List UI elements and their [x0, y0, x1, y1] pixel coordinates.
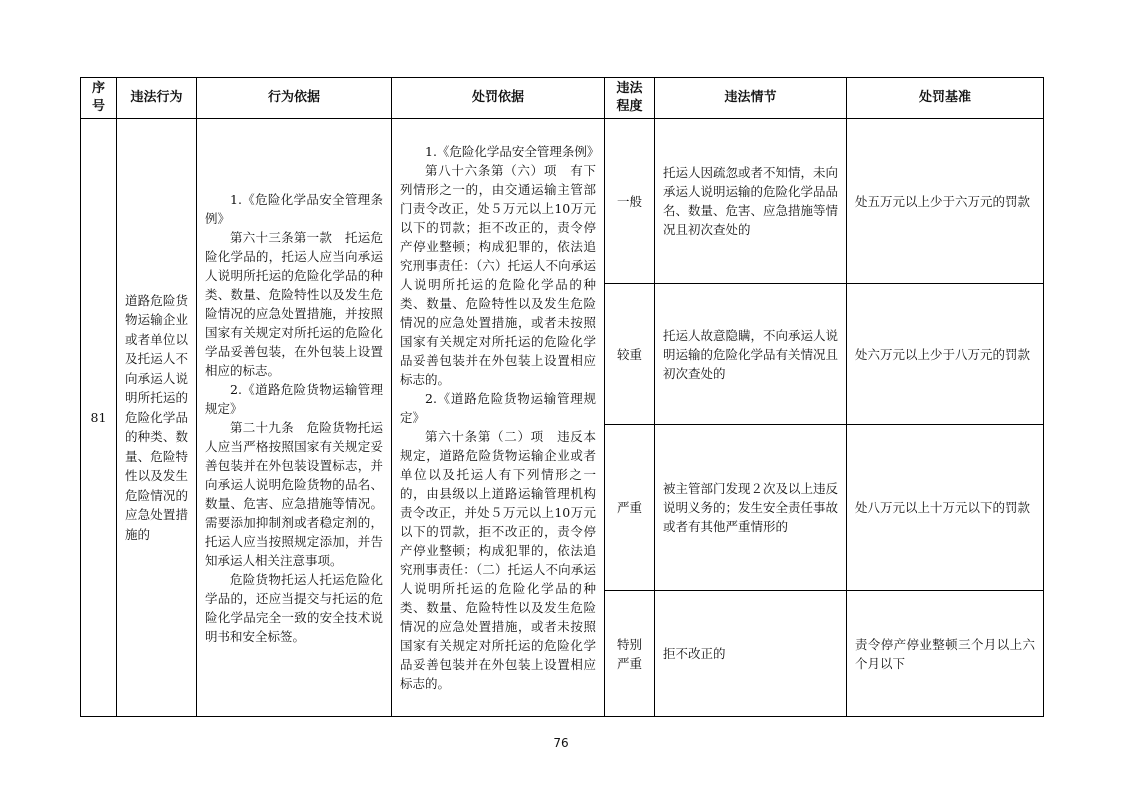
behavior-basis-paragraph: 1.《危险化学品安全管理条例》 [205, 191, 383, 226]
row-seq: 81 [81, 119, 117, 717]
penalty-table [80, 77, 1044, 717]
header-degree: 违法程度 [605, 78, 655, 119]
table-row [81, 119, 1044, 284]
behavior-basis-paragraph: 2.《道路危险货物运输管理规定》 [205, 381, 383, 416]
degree-serious: 较重 [605, 284, 655, 425]
standard-especially-severe: 责令停产停业整顿三个月以上六个月以下 [847, 591, 1044, 717]
page-number: 76 [553, 736, 569, 750]
standard-serious: 处六万元以上少于八万元的罚款 [847, 284, 1044, 425]
header-violation: 违法行为 [117, 78, 197, 119]
row-violation: 道路危险货物运输企业或者单位以及托运人不向承运人说明所托运的危险化学品的种类、数量、危险特性以及发生危险情况的应急处置措施的 [117, 119, 197, 717]
header-behavior-basis: 行为依据 [197, 78, 392, 119]
degree-general: 一般 [605, 119, 655, 284]
header-standard: 处罚基准 [847, 78, 1044, 119]
standard-general: 处五万元以上少于六万元的罚款 [847, 119, 1044, 284]
penalty-basis-cell [392, 119, 605, 717]
circumstance-severe: 被主管部门发现２次及以上违反说明义务的；发生安全责任事故或者有其他严重情形的 [655, 425, 847, 591]
header-circumstance: 违法情节 [655, 78, 847, 119]
header-seq: 序号 [81, 78, 117, 119]
circumstance-serious: 托运人故意隐瞒，不向承运人说明运输的危险化学品有关情况且初次查处的 [655, 284, 847, 425]
penalty-basis-paragraph: 2.《道路危险货物运输管理规定》 [400, 391, 596, 425]
penalty-basis-paragraph: 第八十六条第（六）项 有下列情形之一的，由交通运输主管部门责令改正，处５万元以上10万元以下的罚款；拒不改正的，责令停产停业整顿；构成犯罪的，依法追究刑事责任：（六）托运人不向承运人说明所托运的危险化学品的种类、数量、危险特性以及发生危险情况的应急处置措施，或者未按照国家有关规定对所托运的危险化学品妥善包装并在外包装上设置相应标志的。 [400, 163, 596, 387]
standard-severe: 处八万元以上十万元以下的罚款 [847, 425, 1044, 591]
header-penalty-basis: 处罚依据 [392, 78, 605, 119]
behavior-basis-paragraph: 危险货物托运人托运危险化学品的，还应当提交与托运的危险化学品完全一致的安全技术说明书和安全标签。 [205, 571, 383, 644]
degree-severe: 严重 [605, 425, 655, 591]
penalty-basis-paragraph: 1.《危险化学品安全管理条例》 [425, 144, 600, 159]
behavior-basis-paragraph: 第二十九条 危险货物托运人应当严格按照国家有关规定妥善包装并在外包装设置标志，并向承运人说明危险货物的品名、数量、危害、应急措施等情况。需要添加抑制剂或者稳定剂的，托运人应当按照规定添加，并告知承运人相关注意事项。 [205, 419, 383, 568]
penalty-basis-paragraph: 第六十条第（二）项 违反本规定，道路危险货物运输企业或者单位以及托运人有下列情形之一的，由县级以上道路运输管理机构责令改正，并处５万元以上10万元以下的罚款，拒不改正的，责令停产停业整顿；构成犯罪的，依法追究刑事责任：（二）托运人不向承运人说明所托运的危险化学品的种类、数量、危险特性以及发生危险情况的应急处置措施，或者未按照国家有关规定对所托运的危险化学品妥善包装并在外包装上设置相应标志的。 [400, 429, 596, 691]
degree-especially-severe: 特别严重 [605, 591, 655, 717]
behavior-basis-cell [197, 119, 392, 717]
behavior-basis-paragraph: 第六十三条第一款 托运危险化学品的，托运人应当向承运人说明所托运的危险化学品的种类、数量、危险特性以及发生危险情况的应急处置措施，并按照国家有关规定对所托运的危险化学品妥善包装，在外包装上设置相应的标志。 [205, 229, 383, 378]
header-row [81, 78, 1044, 119]
circumstance-especially-severe: 拒不改正的 [655, 591, 847, 717]
circumstance-general: 托运人因疏忽或者不知情，未向承运人说明运输的危险化学品品名、数量、危害、应急措施等情况且初次查处的 [655, 119, 847, 284]
